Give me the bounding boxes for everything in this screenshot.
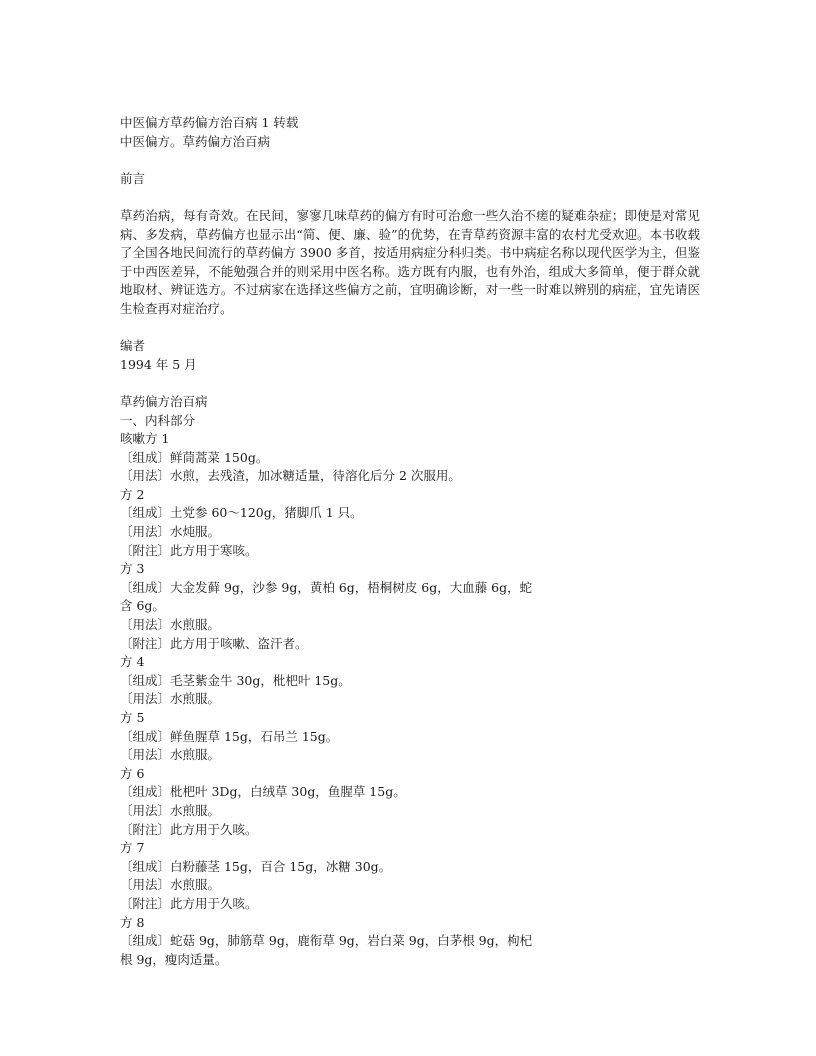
recipe-line: 〔组成〕鲜鱼腥草 15g，石吊兰 15g。 xyxy=(120,728,339,744)
document-title: 中医偏方草药偏方治百病 1 转载 xyxy=(120,115,299,130)
document-page xyxy=(120,114,700,969)
recipe-line: 方 4 xyxy=(120,654,145,670)
date-label: 1994 年 5 月 xyxy=(120,356,197,372)
recipe-line: 根 9g，瘦肉适量。 xyxy=(120,951,228,967)
preface-heading: 前言 xyxy=(120,170,146,186)
document-subtitle: 中医偏方。草药偏方治百病 xyxy=(120,133,271,149)
recipe-line: 含 6g。 xyxy=(120,598,165,614)
recipe-line: 〔组成〕土党参 60～120g，猪脚爪 1 只。 xyxy=(120,505,363,521)
editor-label: 编者 xyxy=(120,338,146,354)
recipe-line: 咳嗽方 1 xyxy=(120,431,170,447)
recipe-line: 〔用法〕水煎，去残渣，加冰糖适量，待溶化后分 2 次服用。 xyxy=(120,468,461,484)
recipe-line: 〔组成〕枇杷叶 3Dg，白绒草 30g，鱼腥草 15g。 xyxy=(120,784,406,800)
recipe-line: 〔用法〕水煎服。 xyxy=(120,691,221,707)
recipe-line: 〔用法〕水煎服。 xyxy=(120,877,221,893)
recipe-line: 方 6 xyxy=(120,765,145,781)
recipe-line: 〔组成〕鲜茼蒿菜 150g。 xyxy=(120,449,269,465)
recipe-line: 〔附注〕此方用于寒咳。 xyxy=(120,542,258,558)
recipe-line: 〔组成〕白粉藤茎 15g，百合 15g，冰糖 30g。 xyxy=(120,858,392,874)
recipe-line: 〔用法〕水煎服。 xyxy=(120,802,221,818)
recipe-line: 〔用法〕水炖服。 xyxy=(120,524,221,540)
section-title: 草药偏方治百病 xyxy=(120,393,208,409)
recipe-line: 方 5 xyxy=(120,710,145,725)
part-title: 一、内科部分 xyxy=(120,412,196,428)
recipe-line: 〔组成〕大金发藓 9g，沙参 9g，黄柏 6g，梧桐树皮 6g，大血藤 6g，蛇 xyxy=(120,579,533,595)
recipe-line: 〔附注〕此方用于咳嗽、盗汗者。 xyxy=(120,635,308,651)
preface-paragraph: 草药治病，每有奇效。在民间，寥寥几味草药的偏方有时可治愈一些久治不瘥的疑难杂症；即使是对常见病、多发病，草药偏方也显示出“简、便、廉、验”的优势，在青草药资源丰富的农村尤受欢迎。本书收载了全国各地民间流行的草药偏方 3900 多首，按适用病症分科归类。书中病症名称以现代医学为主，但鉴于中西医差异，不能勉强合并的则采用中医名称。选方既有内服，也有外治，组成大多简单，便于群众就地取材、辨证选方。不过病家在选择这些偏方之前，宜明确诊断，对一些一时难以辨别的病症，宜先请医生检查再对症治疗。 xyxy=(120,207,700,316)
recipe-line: 方 7 xyxy=(120,840,145,856)
recipe-line: 〔用法〕水煎服。 xyxy=(120,617,221,633)
recipe-line: 〔组成〕毛茎紫金牛 30g，枇杷叶 15g。 xyxy=(120,672,351,688)
recipe-line: 方 3 xyxy=(120,561,145,577)
recipe-line: 〔附注〕此方用于久咳。 xyxy=(120,821,258,837)
recipe-line: 〔附注〕此方用于久咳。 xyxy=(120,895,258,911)
recipe-line: 〔用法〕水煎服。 xyxy=(120,747,221,763)
recipe-line: 方 8 xyxy=(120,914,145,930)
recipe-line: 〔组成〕蛇菇 9g，肺筋草 9g，鹿衔草 9g，岩白菜 9g，白茅根 9g，枸杞 xyxy=(120,933,533,949)
recipe-line: 方 2 xyxy=(120,486,145,502)
